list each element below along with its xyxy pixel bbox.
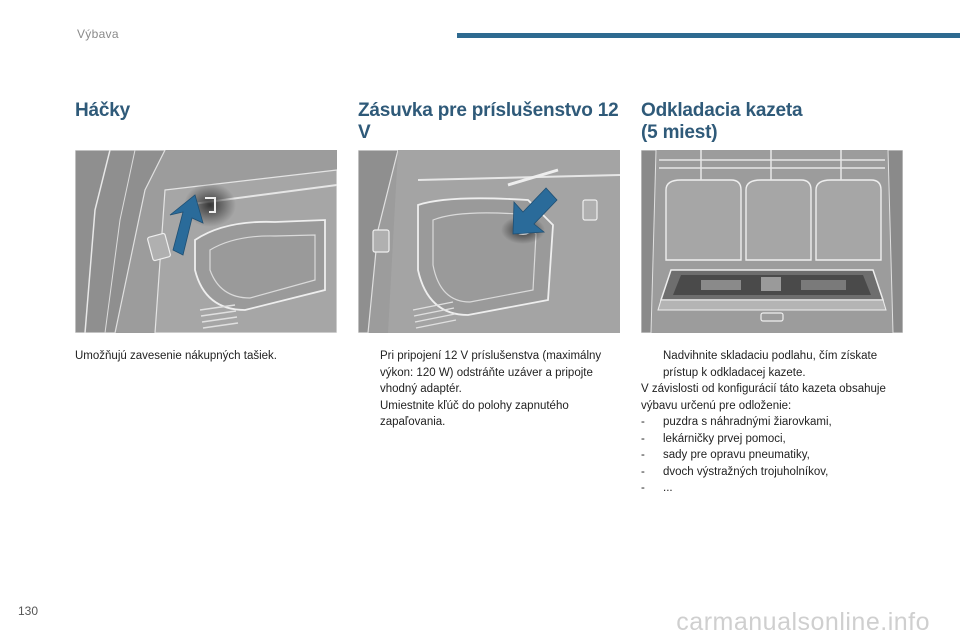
contents-item [641, 447, 903, 464]
column-12v-socket [358, 100, 620, 428]
socket-text [358, 348, 620, 431]
instruction-item [358, 398, 620, 431]
contents-item-text: dvoch výstražných trojuholníkov, [663, 465, 829, 478]
heading-line: Odkladacia kazeta [641, 100, 803, 121]
instruction-item [358, 348, 620, 398]
instruction-text: Nadvihnite skladaciu podlahu, čím získate prístup k odkladacej kazete. [663, 350, 878, 379]
socket-illustration [358, 150, 620, 333]
instruction-text: Umiestnite kľúč do polohy zapnutého zapaľovania. [380, 399, 569, 428]
dash-marker: - [641, 482, 645, 494]
watermark: carmanualsonline.info [676, 608, 930, 636]
contents-item [641, 414, 903, 431]
header-accent-bar [457, 33, 960, 38]
storage-box-illustration [641, 150, 903, 333]
bullet-icon [641, 348, 663, 381]
dash-marker: - [641, 465, 645, 478]
dash-marker: - [641, 432, 645, 445]
bullet-icon [358, 398, 380, 431]
contents-item-text: ... [663, 482, 673, 494]
instruction-item [641, 348, 903, 381]
contents-item-text: lekárničky prvej pomoci, [663, 432, 786, 445]
heading-line: (5 miest) [641, 122, 718, 143]
contents-item-text: puzdra s náhradnými žiarovkami, [663, 416, 832, 428]
storage-box-text [641, 348, 903, 497]
dash-marker: - [641, 416, 645, 428]
contents-item-text: sady pre opravu pneumatiky, [663, 449, 810, 461]
heading-storage-box [641, 100, 903, 144]
column-storage-box [641, 100, 903, 494]
contents-intro: V závislosti od konfigurácií táto kazeta obsahuje výbavu určenú pre odloženie: [641, 383, 886, 412]
section-label: Výbava [77, 27, 119, 41]
hooks-description: Umožňujú zavesenie nákupných tašiek. [75, 350, 278, 362]
bullet-icon [358, 348, 380, 398]
hook-illustration [75, 150, 337, 333]
dash-marker: - [641, 449, 645, 461]
heading-line: Zásuvka pre príslušenstvo 12 V [358, 100, 619, 143]
column-hooks [75, 100, 337, 362]
hooks-text [75, 348, 337, 365]
contents-item [641, 480, 903, 497]
heading-line: Háčky [75, 100, 130, 121]
heading-12v-socket [358, 100, 620, 144]
page-number: 130 [18, 604, 39, 618]
instruction-text: Pri pripojení 12 V príslušenstva (maximálny výkon: 120 W) odstráňte uzáver a pripojte vhodný adaptér. [380, 350, 602, 395]
contents-item [641, 464, 903, 481]
heading-hooks [75, 100, 337, 144]
contents-item [641, 431, 903, 448]
